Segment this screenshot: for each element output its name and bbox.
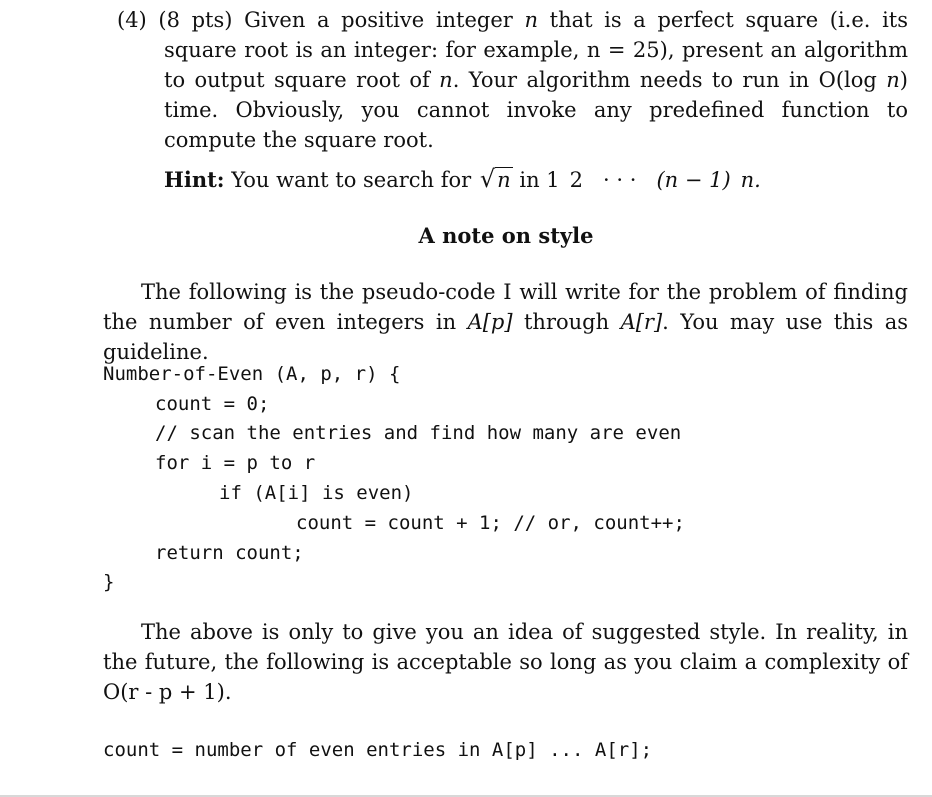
hint-text: You want to search for xyxy=(231,168,472,192)
array-ap: A[p] xyxy=(467,310,513,334)
hint-dots: · · · xyxy=(603,168,637,192)
note-paragraph-1 xyxy=(103,277,908,367)
code-line-for: for i = p to r xyxy=(155,452,316,474)
problem-statement xyxy=(117,5,908,155)
code-short-form: count = number of even entries in A[p] ... A[r]; xyxy=(103,739,653,761)
hint-two: 2 xyxy=(569,168,584,192)
statement-part-2: that is a perfect square (i.e. its square root is an integer: for example, n = 25), present an algorithm to output square root of xyxy=(164,8,908,92)
para1-text-c: . You may use this as guideline. xyxy=(103,310,908,364)
problem-4 xyxy=(117,5,908,195)
problem-points: (8 pts) xyxy=(158,8,233,32)
problem-label: (4) xyxy=(117,8,147,32)
note-heading: A note on style xyxy=(418,223,594,248)
sqrt-n xyxy=(480,164,513,195)
hint xyxy=(164,164,908,195)
para1-text-a: The following is the pseudo-code I will write for the problem of finding the number of even integers in xyxy=(103,280,908,334)
sqrt-symbol: √ xyxy=(479,165,496,193)
array-ar: A[r] xyxy=(620,310,663,334)
var-n: n xyxy=(886,68,900,92)
var-n: n xyxy=(439,68,453,92)
code-line-if: if (A[i] is even) xyxy=(219,482,414,504)
code-line-signature: Number-of-Even (A, p, r) { xyxy=(103,363,401,385)
code-line-init: count = 0; xyxy=(155,393,270,415)
code-line-close: } xyxy=(103,571,115,593)
para1-text-b: through xyxy=(512,310,621,334)
hint-in: in 1 xyxy=(519,168,560,192)
note-paragraph-2: The above is only to give you an idea of suggested style. In reality, in the future, the following is acceptable so long as you claim a complexity of O(r - p + 1). xyxy=(103,620,908,704)
statement-part-4: ) time. Obviously, you cannot invoke any predefined function to compute the square root. xyxy=(164,68,908,152)
hint-label: Hint: xyxy=(164,167,225,192)
hint-n-minus-1: (n − 1) xyxy=(656,168,731,192)
hint-end: n. xyxy=(740,168,761,192)
var-n: n xyxy=(524,8,538,32)
code-line-return: return count; xyxy=(155,542,304,564)
sqrt-argument: n xyxy=(497,168,511,192)
statement-part-3: . Your algorithm needs to run in O(log xyxy=(452,68,887,92)
statement-part-1: Given a positive integer xyxy=(244,8,525,32)
code-line-increment: count = count + 1; // or, count++; xyxy=(296,512,685,534)
code-line-comment: // scan the entries and find how many are even xyxy=(155,422,682,444)
